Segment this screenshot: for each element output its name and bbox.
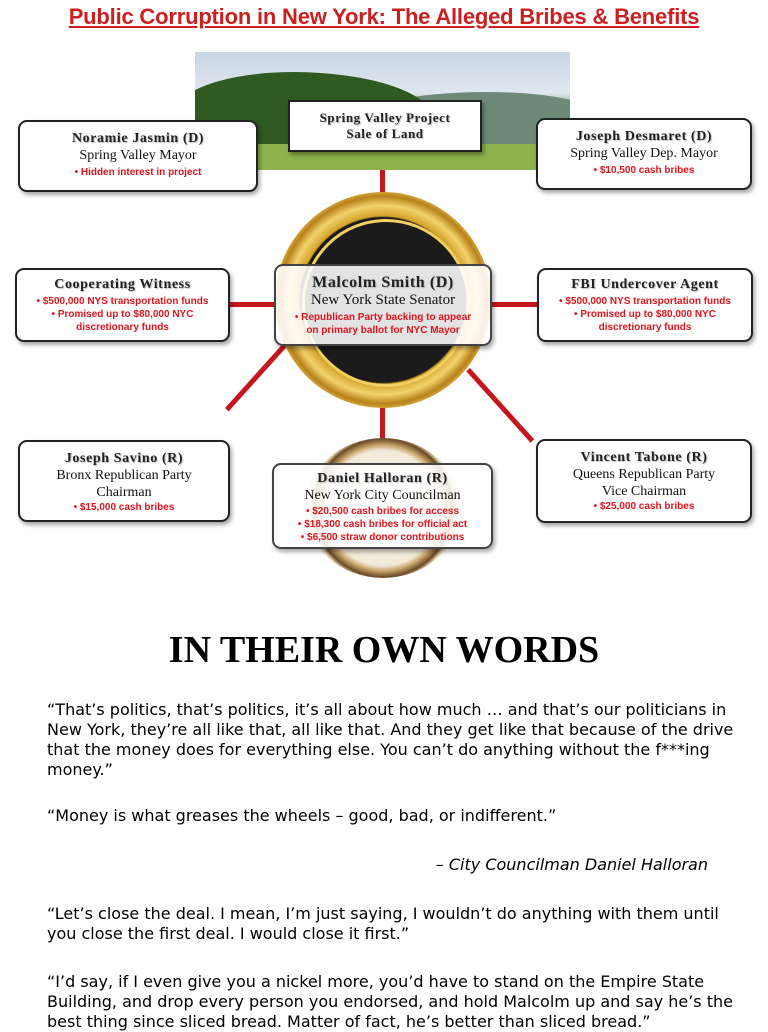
savino-box <box>18 440 230 522</box>
savino-role-1: Bronx Republican Party <box>56 468 192 483</box>
fbi-detail-1: • $500,000 NYS transportation funds <box>559 296 731 307</box>
smith-role: New York State Senator <box>310 292 456 308</box>
tabone-name: Vincent Tabone (R) <box>580 450 708 465</box>
savino-role-2: Chairman <box>96 485 152 500</box>
section-heading: IN THEIR OWN WORDS <box>168 629 600 671</box>
witness-detail-1: • $500,000 NYS transportation funds <box>36 296 209 307</box>
fbi-name: FBI Undercover Agent <box>571 277 719 292</box>
connector-senator-halloran <box>380 405 385 440</box>
page-title: Public Corruption in New York: The Alleged Bribes & Benefits <box>68 4 700 29</box>
desmaret-box <box>536 118 752 190</box>
desmaret-name: Joseph Desmaret (D) <box>575 129 713 144</box>
tabone-detail: • $25,000 cash bribes <box>593 501 695 512</box>
quote-1: “That’s politics, that’s politics, it’s all about how much … and that’s our politicians in New York, they’re all like that, all like that. And they get like that because of the drive that the money does for everything else. You can’t do anything without the f***ing money.” <box>47 700 734 779</box>
tabone-role-2: Vice Chairman <box>601 484 687 499</box>
fbi-box <box>537 268 753 342</box>
tabone-role-1: Queens Republican Party <box>572 467 716 482</box>
smith-box <box>274 264 492 346</box>
savino-detail: • $15,000 cash bribes <box>73 502 175 513</box>
jasmin-box <box>18 120 258 192</box>
smith-detail-1: • Republican Party backing to appear <box>294 312 472 323</box>
witness-detail-3: discretionary funds <box>76 322 169 333</box>
halloran-role: New York City Councilman <box>304 488 461 503</box>
project-box <box>288 100 482 152</box>
fbi-detail-3: discretionary funds <box>598 322 692 333</box>
fbi-detail-2: • Promised up to $80,000 NYC <box>574 309 716 320</box>
witness-detail-2: • Promised up to $80,000 NYC <box>51 309 194 320</box>
connector-fbi-senator <box>490 302 538 307</box>
attribution: – City Councilman Daniel Halloran <box>435 855 708 874</box>
halloran-name: Daniel Halloran (R) <box>317 471 448 486</box>
jasmin-role: Spring Valley Mayor <box>79 148 197 163</box>
desmaret-detail: • $10,500 cash bribes <box>593 165 695 176</box>
connector-witness-senator <box>228 302 278 307</box>
tabone-box <box>536 439 752 523</box>
project-line1: Spring Valley Project <box>319 110 451 125</box>
witness-box <box>15 268 230 342</box>
smith-name: Malcolm Smith (D) <box>312 274 454 291</box>
halloran-box <box>272 463 493 549</box>
jasmin-detail: • Hidden interest in project <box>74 167 202 178</box>
project-line2: Sale of Land <box>346 126 424 141</box>
smith-detail-2: on primary ballot for NYC Mayor <box>306 325 460 336</box>
savino-name: Joseph Savino (R) <box>64 451 184 466</box>
halloran-detail-3: • $6,500 straw donor contributions <box>300 532 465 543</box>
halloran-detail-1: • $20,500 cash bribes for access <box>305 506 460 517</box>
witness-name: Cooperating Witness <box>54 277 191 292</box>
jasmin-name: Noramie Jasmin (D) <box>71 131 205 146</box>
quote-2: “Money is what greases the wheels – good, bad, or indifferent.” <box>47 806 557 825</box>
quote-4: “I’d say, if I even give you a nickel more, you’d have to stand on the Empire State Building, and drop every person you endorsed, and hold Malcolm up and say he’s the best thing since sliced bread. Matter of fact, he’s better than sliced bread.” <box>47 972 733 1031</box>
halloran-detail-2: • $18,300 cash bribes for official act <box>297 519 468 530</box>
connector-tabone-senator <box>466 368 534 443</box>
quote-3: “Let’s close the deal. I mean, I’m just saying, I wouldn’t do anything with them until you close the first deal. I would close it first.” <box>47 904 719 943</box>
desmaret-role: Spring Valley Dep. Mayor <box>570 146 718 161</box>
connector-savino-senator <box>225 337 293 412</box>
